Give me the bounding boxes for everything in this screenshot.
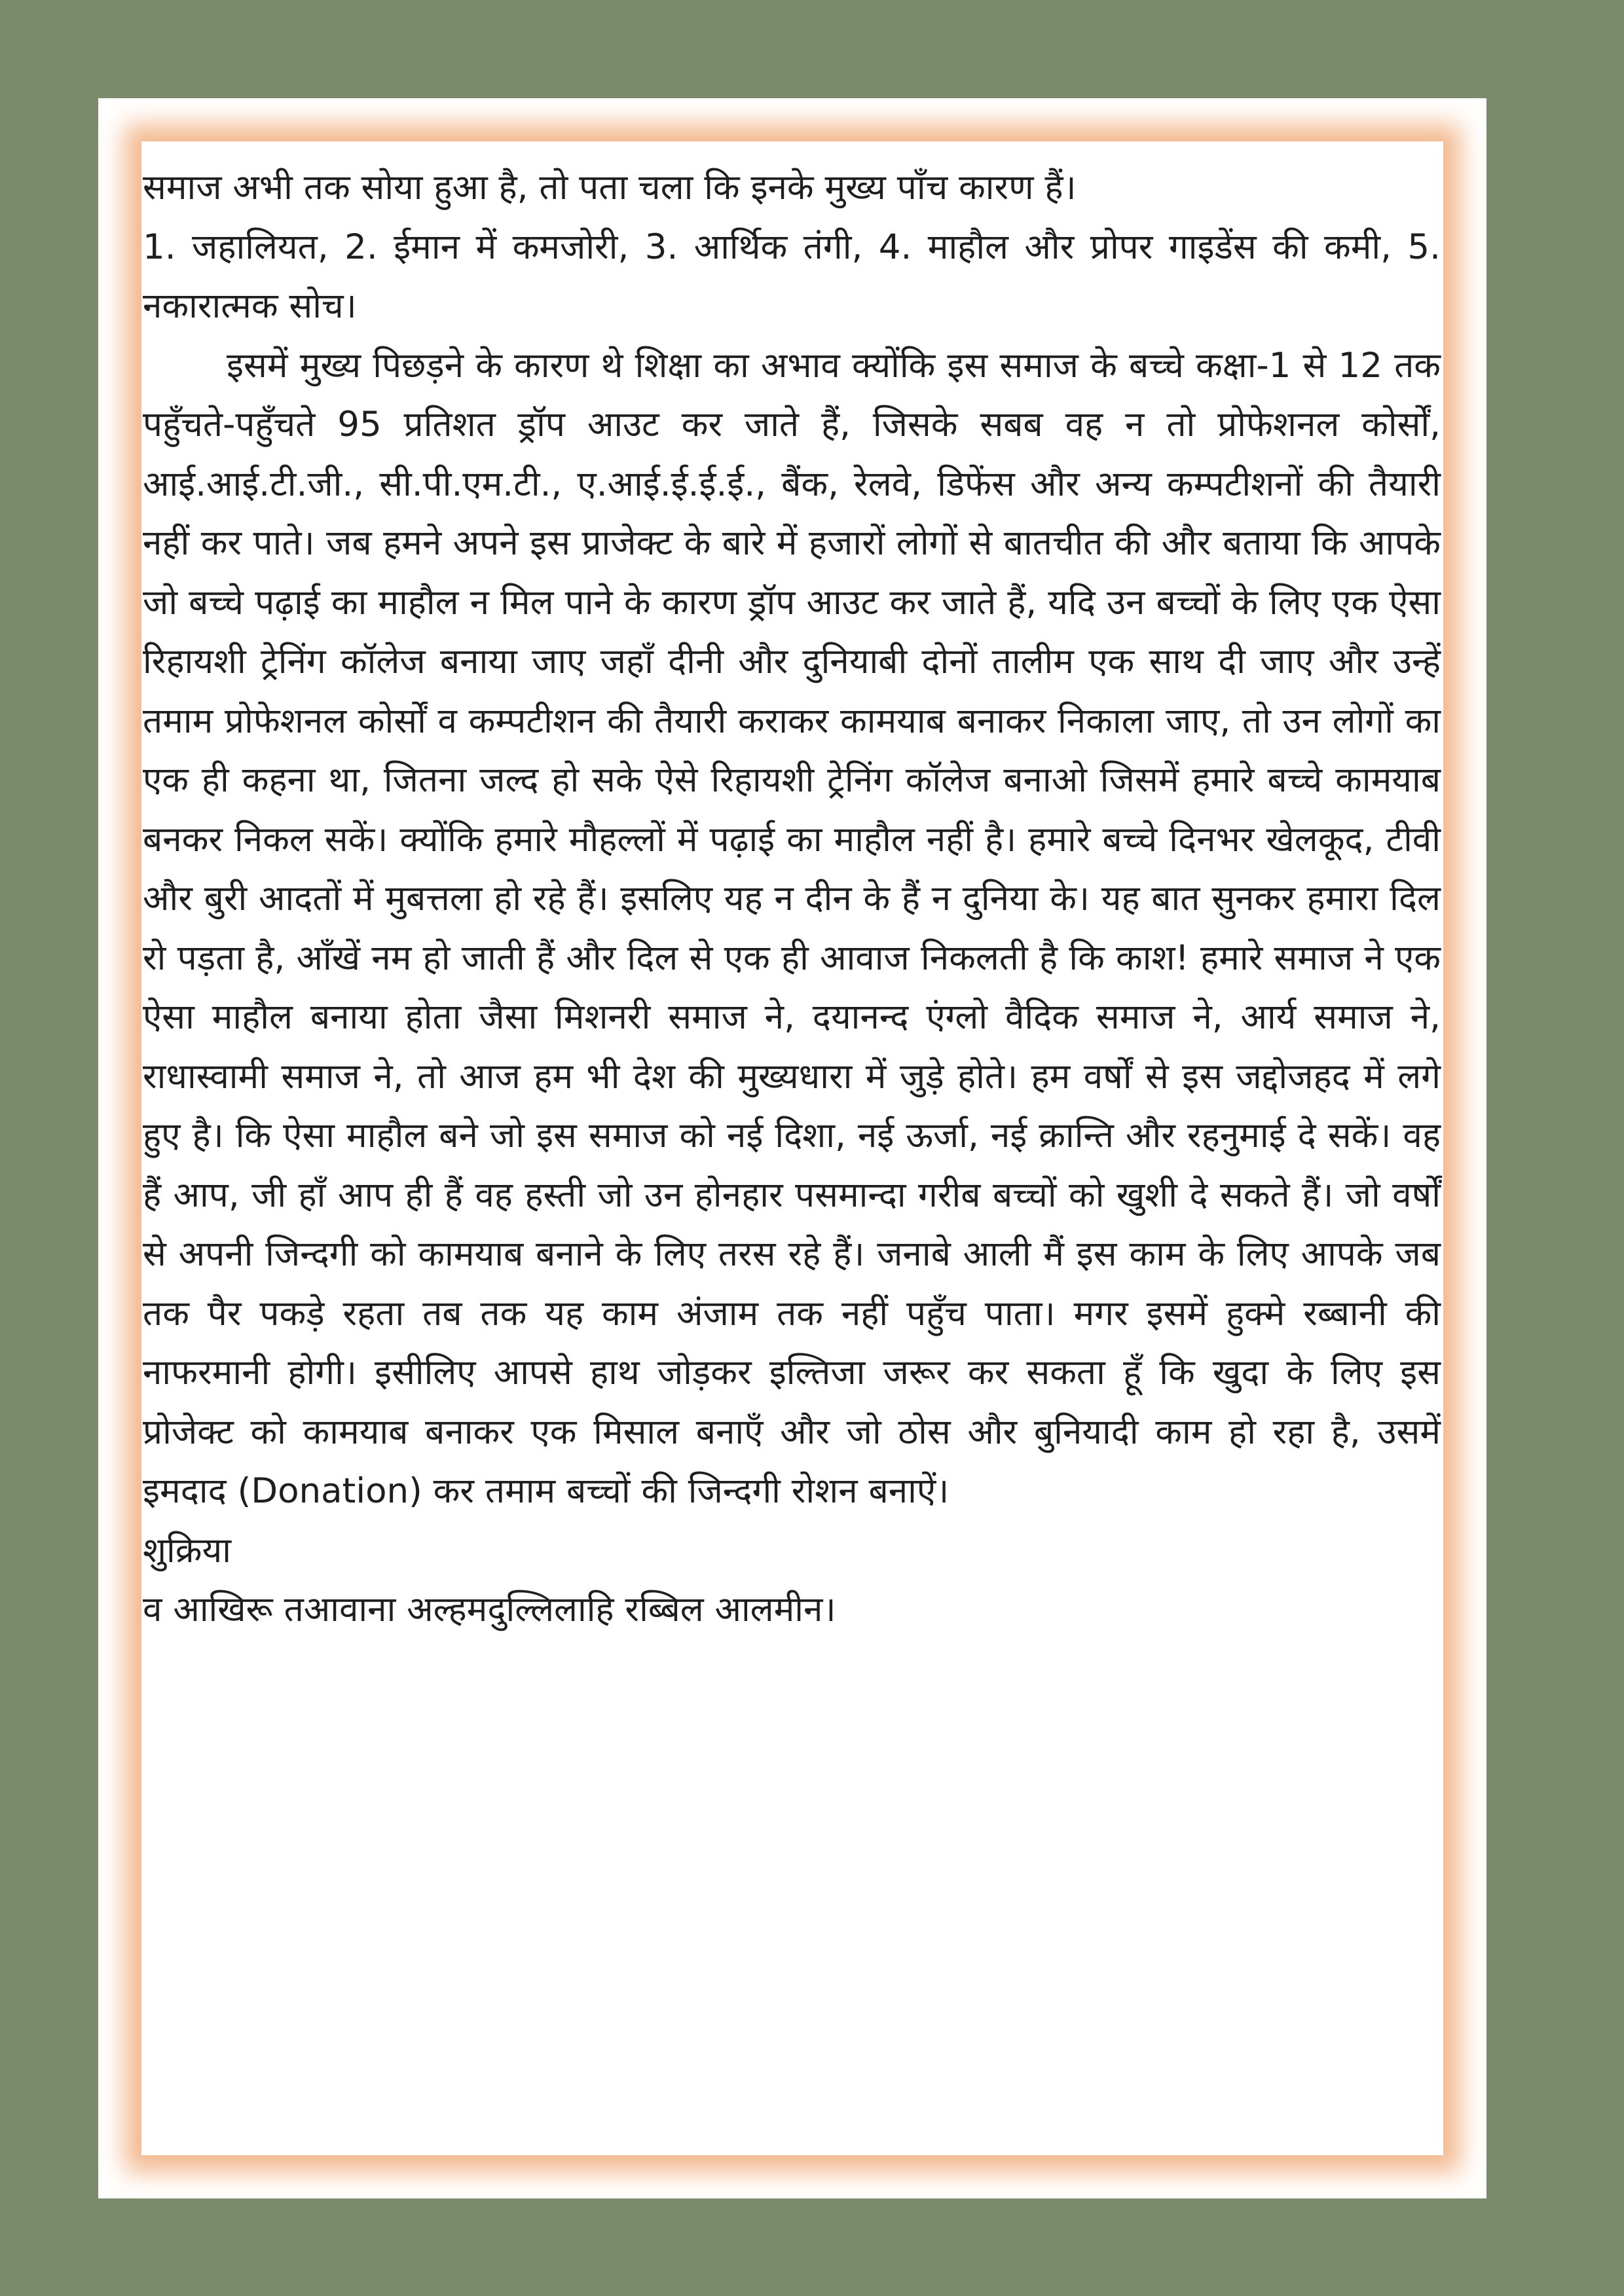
main-paragraph: इसमें मुख्य पिछड़ने के कारण थे शिक्षा का अभाव क्योंकि इस समाज के बच्चे कक्षा-1 से 12 तक पहुँचते-पहुँचते 95 प्रतिशत ड्रॉप आउट कर जाते हैं, जिसके सबब वह न तो प्रोफेशनल कोर्सों, आई.आई.टी.जी., सी.पी.एम.टी., ए.आई.ई.ई.ई., बैंक, रेलवे, डिफेंस और अन्य कम्पटीशनों की तैयारी नहीं कर पाते। जब हमने अपने इस प्राजेक्ट के बारे में हजारों लोगों से बातचीत की और बताया कि आपके जो बच्चे पढ़ाई का माहौल न मिल पाने के कारण ड्रॉप आउट कर जाते हैं, यदि उन बच्चों के लिए एक ऐसा रिहायशी ट्रेनिंग कॉलेज बनाया जाए जहाँ दीनी और दुनियाबी दोनों तालीम एक साथ दी जाए और उन्हें तमाम प्रोफेशनल कोर्सों व कम्पटीशन की तैयारी कराकर कामयाब बनाकर निकाला जाए, तो उन लोगों का एक ही कहना था, जितना जल्द हो सके ऐसे रिहायशी ट्रेनिंग कॉलेज बनाओ जिसमें हमारे बच्चे कामयाब बनकर निकल सकें। क्योंकि हमारे मौहल्लों में पढ़ाई का माहौल नहीं है। हमारे बच्चे दिनभर खेलकूद, टीवी और बुरी आदतों में मुबत्तला हो रहे हैं। इसलिए यह न दीन के हैं न दुनिया के। यह बात सुनकर हमारा दिल रो पड़ता है, आँखें नम हो जाती हैं और दिल से एक ही आवाज निकलती है कि काश! हमारे समाज ने एक ऐसा माहौल बनाया होता जैसा मिशनरी समाज ने, दयानन्द एंग्लो वैदिक समाज ने, आर्य समाज ने, राधास्वामी समाज ने, तो आज हम भी देश की मुख्यधारा में जुड़े होते। हम वर्षों से इस जद्दोजहद में लगे हुए है। कि ऐसा माहौल बने जो इस समाज को नई दिशा, नई ऊर्जा, नई क्रान्ति और रहनुमाई दे सकें। वह हैं आप, जी हाँ आप ही हैं वह हस्ती जो उन होनहार पसमान्दा गरीब बच्चों को खुशी दे सकते हैं। जो वर्षों से अपनी जिन्दगी को कामयाब बनाने के लिए तरस रहे हैं। जनाबे आली मैं इस काम के लिए आपके जब तक पैर पकड़े रहता तब तक यह काम अंजाम तक नहीं पहुँच पाता। मगर इसमें हुक्मे रब्बानी की नाफरमानी होगी। इसीलिए आपसे हाथ जोड़कर इल्तिजा जरूर कर सकता हूँ कि खुदा के लिए इस प्रोजेक्ट को कामयाब बनाकर एक मिसाल बनाएँ और जो ठोस और बुनियादी काम हो रहा है, उसमें इमदाद (Donation) कर तमाम बच्चों की जिन्दगी रोशन बनाऐं। xyxy=(143,345,1441,1511)
closing-line: व आखिरू तआवाना अल्हमदुल्लिलाहि रब्बिल आलमीन। xyxy=(143,1590,836,1630)
causes-list: 1. जहालियत, 2. ईमान में कमजोरी, 3. आर्थिक तंगी, 4. माहौल और प्रोपर गाइडेंस की कमी, 5. नकारात्मक सोच। xyxy=(143,227,1441,326)
opening-line: समाज अभी तक सोया हुआ है, तो पता चला कि इनके मुख्य पाँच कारण हैं। xyxy=(143,168,1077,208)
document-text xyxy=(143,158,1441,1640)
thanks-line: शुक्रिया xyxy=(143,1530,231,1571)
